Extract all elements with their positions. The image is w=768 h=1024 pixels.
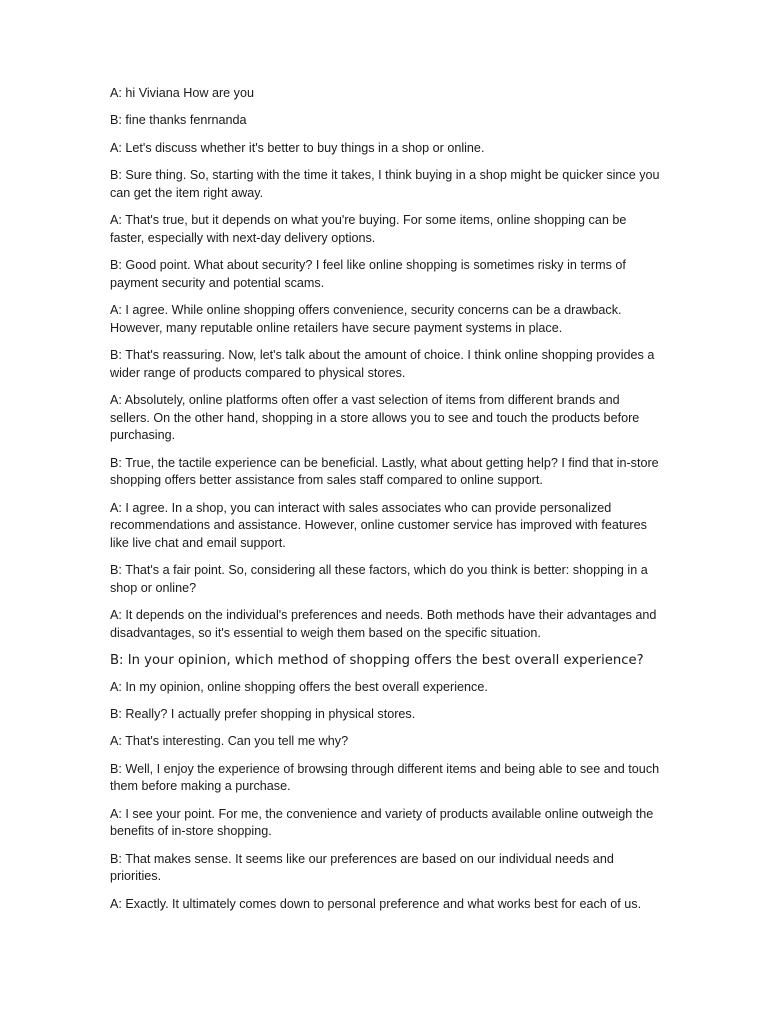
dialogue-paragraph [110, 607, 662, 642]
speaker-label: A: [110, 500, 122, 515]
speaker-label: B: [110, 761, 122, 776]
dialogue-text: In my opinion, online shopping offers the best overall experience. [125, 679, 488, 694]
speaker-label: A: [110, 806, 122, 821]
dialogue-paragraph [110, 455, 662, 490]
speaker-label: B: [110, 851, 122, 866]
speaker-label: A: [110, 302, 122, 317]
speaker-label: A: [110, 679, 122, 694]
dialogue-text: I see your point. For me, the convenience and variety of products available online outweigh the benefits of in-store shopping. [110, 806, 654, 839]
speaker-label: B: [110, 257, 122, 272]
speaker-label: A: [110, 608, 122, 623]
speaker-label: B: [110, 113, 122, 128]
dialogue-paragraph [110, 112, 662, 130]
dialogue-text: That's interesting. Can you tell me why? [125, 734, 349, 749]
speaker-label: B: [110, 653, 124, 669]
dialogue-paragraph [110, 85, 662, 103]
dialogue-text: Good point. What about security? I feel like online shopping is sometimes risky in terms of payment security and potential scams. [110, 257, 626, 290]
dialogue-text: I agree. In a shop, you can interact with sales associates who can provide personalized recommendations and assistance. However, online customer service has improved with features like live chat and email support. [110, 500, 647, 550]
dialogue-text: That's reassuring. Now, let's talk about the amount of choice. I think online shopping provides a wider range of products compared to physical stores. [110, 347, 655, 380]
dialogue-text: That's true, but it depends on what you're buying. For some items, online shopping can be faster, especially with next-day delivery options. [110, 212, 627, 245]
dialogue-text: Exactly. It ultimately comes down to personal preference and what works best for each of us. [125, 896, 642, 911]
dialogue-text: Really? I actually prefer shopping in physical stores. [125, 707, 416, 721]
speaker-label: B: [110, 167, 122, 182]
document-page [110, 85, 662, 923]
dialogue-paragraph [110, 562, 662, 597]
dialogue-paragraph [110, 896, 662, 914]
dialogue-paragraph [110, 392, 662, 445]
dialogue-text: That's a fair point. So, considering all these factors, which do you think is better: shopping in a shop or online? [110, 563, 648, 595]
speaker-label: A: [110, 896, 122, 911]
dialogue-text: It depends on the individual's preferences and needs. Both methods have their advantages and disadvantages, so it's essential to weigh them based on the specific situation. [110, 608, 657, 640]
speaker-label: A: [110, 734, 122, 749]
speaker-label: B: [110, 455, 122, 470]
dialogue-paragraph [110, 806, 662, 841]
dialogue-paragraph [110, 851, 662, 886]
dialogue-paragraph [110, 347, 662, 382]
speaker-label: B: [110, 347, 122, 362]
dialogue-text: I agree. While online shopping offers convenience, security concerns can be a drawback. However, many reputable online retailers have secure payment systems in place. [110, 302, 622, 335]
dialogue-text: That makes sense. It seems like our preferences are based on our individual needs and priorities. [110, 851, 614, 884]
dialogue-text: Absolutely, online platforms often offer a vast selection of items from different brands and sellers. On the other hand, shopping in a store allows you to see and touch the products before purchasing. [110, 392, 640, 443]
dialogue-paragraph [110, 257, 662, 292]
dialogue-text: In your opinion, which method of shopping offers the best overall experience? [127, 653, 644, 669]
speaker-label: A: [110, 140, 122, 155]
dialogue-paragraph [110, 212, 662, 247]
dialogue-text: fine thanks fenrnanda [125, 113, 247, 128]
dialogue-paragraph [110, 733, 662, 751]
speaker-label: A: [110, 392, 122, 407]
dialogue-paragraph [110, 167, 662, 202]
dialogue-text: Sure thing. So, starting with the time it takes, I think buying in a shop might be quicker since you can get the item right away. [110, 167, 660, 200]
dialogue-paragraph [110, 500, 662, 553]
dialogue-paragraph [110, 140, 662, 158]
speaker-label: A: [110, 86, 122, 100]
dialogue-paragraph [110, 706, 662, 724]
dialogue-paragraph [110, 302, 662, 337]
dialogue-text: Well, I enjoy the experience of browsing through different items and being able to see and touch them before making a purchase. [110, 761, 660, 794]
speaker-label: A: [110, 212, 122, 227]
dialogue-text: hi Viviana How are you [125, 86, 254, 100]
dialogue-paragraph [110, 761, 662, 796]
speaker-label: B: [110, 707, 122, 721]
dialogue-paragraph [110, 679, 662, 697]
dialogue-text: True, the tactile experience can be beneficial. Lastly, what about getting help? I find that in-store shopping offers better assistance from sales staff compared to online support. [110, 455, 659, 488]
dialogue-text: Let's discuss whether it's better to buy things in a shop or online. [125, 140, 485, 155]
dialogue-paragraph [110, 652, 662, 669]
speaker-label: B: [110, 563, 122, 578]
